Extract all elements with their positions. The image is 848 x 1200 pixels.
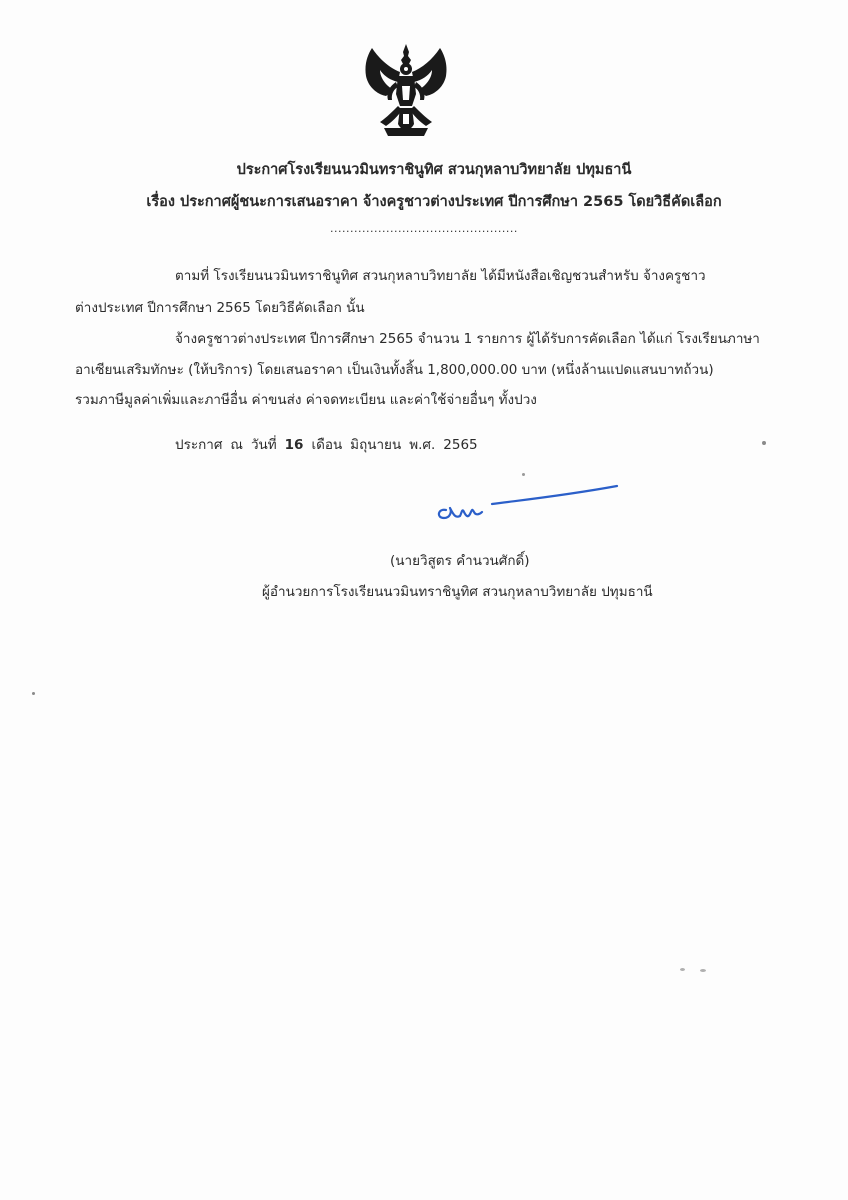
- paragraph1-line2: ต่างประเทศ ปีการศึกษา 2565 โดยวิธีคัดเลือก นั้น: [75, 300, 365, 316]
- signer-name: (นายวิสูตร คำนวนศักดิ์): [390, 553, 530, 569]
- year-label: พ.ศ.: [409, 437, 436, 453]
- paragraph2-line3: รวมภาษีมูลค่าเพิ่มและภาษีอื่น ค่าขนส่ง ค่าจดทะเบียน และค่าใช้จ่ายอื่นๆ ทั้งปวง: [75, 392, 537, 408]
- title-separator: ...............................................: [330, 222, 518, 235]
- scan-speck: [700, 969, 706, 972]
- signer-position: ผู้อำนวยการโรงเรียนนวมินทราชินูทิศ สวนกุหลาบวิทยาลัย ปทุมธานี: [262, 584, 653, 600]
- month-label: เดือน: [311, 437, 343, 453]
- paragraph2-line2: อาเซียนเสริมทักษะ (ให้บริการ) โดยเสนอราคา เป็นเงินทั้งสิ้น 1,800,000.00 บาท (หนึ่งล้านแปดแสนบาทถ้วน): [75, 362, 714, 378]
- day-label: วันที่: [250, 437, 277, 453]
- year-value: 2565: [443, 437, 478, 453]
- month-value: มิถุนายน: [350, 437, 402, 453]
- paragraph1-line1: ตามที่ โรงเรียนนวมินทราชินูทิศ สวนกุหลาบวิทยาลัย ได้มีหนังสือเชิญชวนสำหรับ จ้างครูชาว: [175, 268, 706, 284]
- scan-speck: [762, 441, 766, 445]
- announce-at: ณ: [230, 437, 243, 453]
- scan-speck: [32, 692, 35, 695]
- scan-speck: [680, 968, 685, 971]
- paragraph2-line1: จ้างครูชาวต่างประเทศ ปีการศึกษา 2565 จำนวน 1 รายการ ผู้ได้รับการคัดเลือก ได้แก่ โรงเรียนภาษา: [175, 331, 760, 347]
- announcement-date-line: [175, 433, 478, 455]
- announcement-subject: เรื่อง ประกาศผู้ชนะการเสนอราคา จ้างครูชาวต่างประเทศ ปีการศึกษา 2565 โดยวิธีคัดเลือก: [146, 194, 722, 210]
- day-value: 16: [284, 437, 304, 453]
- garuda-emblem-icon: [358, 42, 454, 140]
- announcement-title: ประกาศโรงเรียนนวมินทราชินูทิศ สวนกุหลาบวิทยาลัย ปทุมธานี: [236, 162, 632, 178]
- announce-prefix: ประกาศ: [175, 437, 223, 453]
- scan-speck: [522, 473, 525, 476]
- handwritten-signature: [432, 482, 622, 526]
